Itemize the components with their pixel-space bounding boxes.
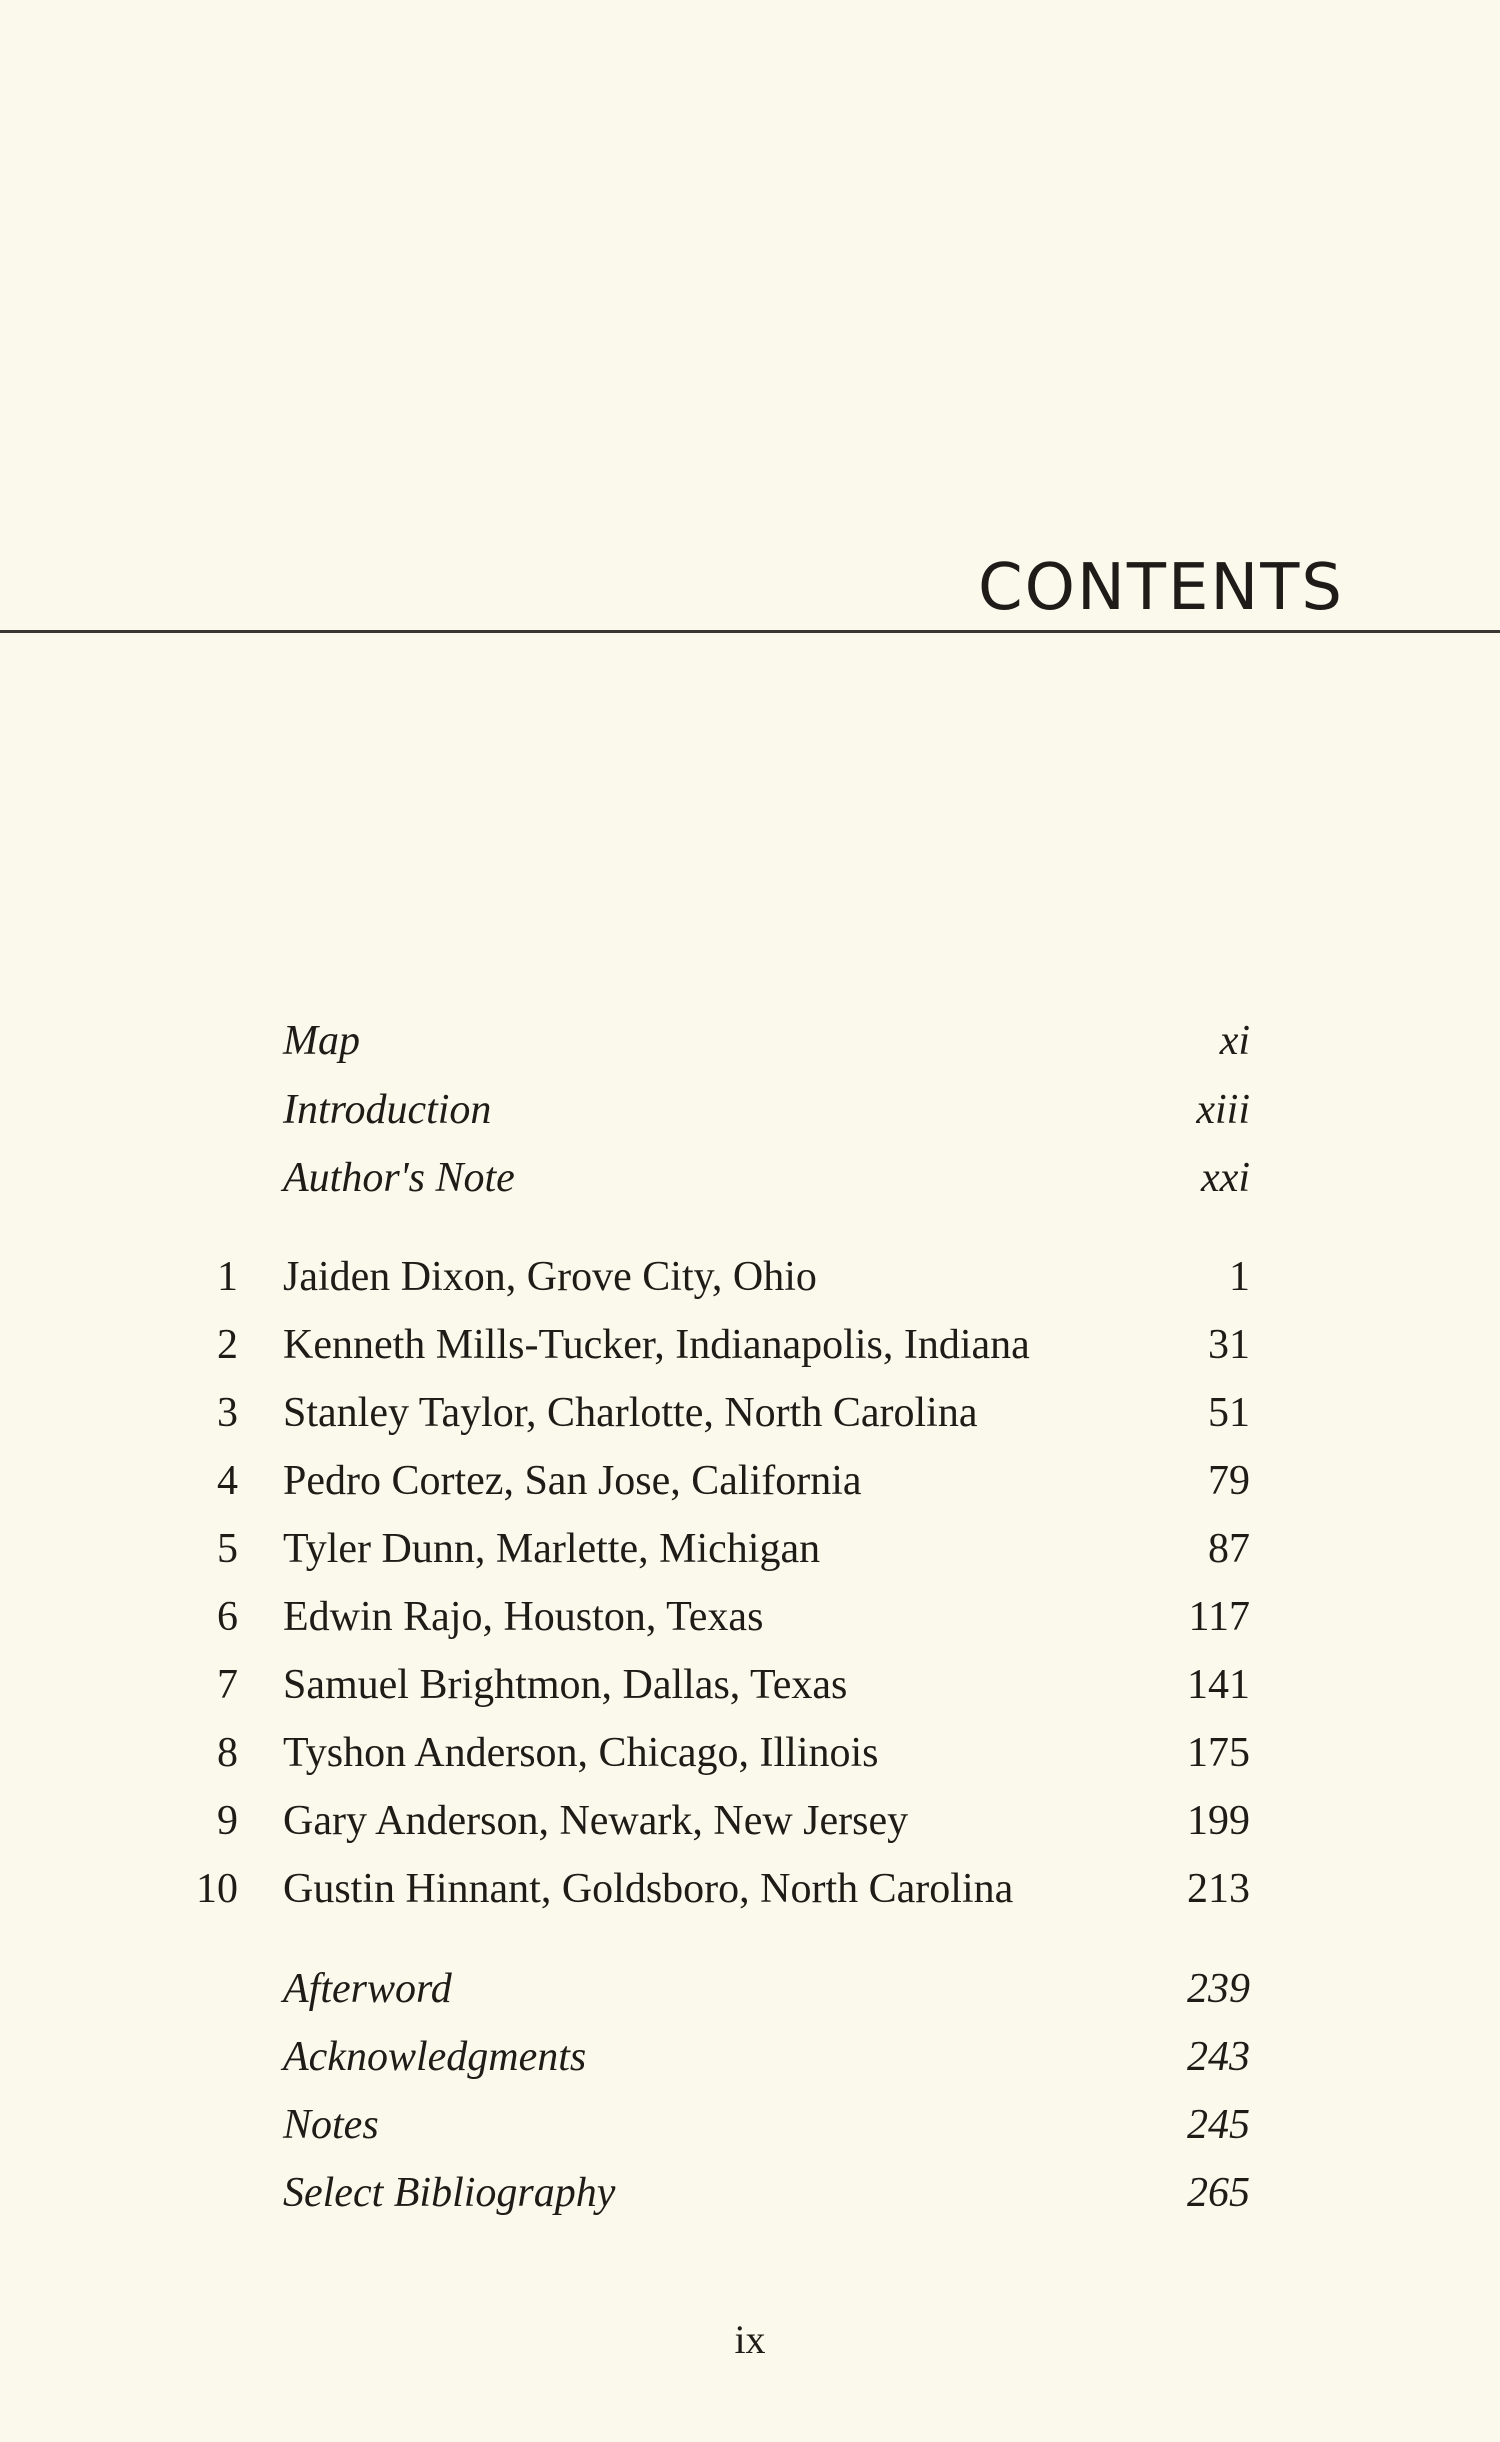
toc-entry-page: 239 [1187, 1966, 1250, 2012]
toc-entry-authors-note [0, 1148, 1500, 1208]
chapter-title: Pedro Cortez, San Jose, California [283, 1458, 862, 1504]
chapter-number: 5 [217, 1526, 238, 1572]
chapter-number: 4 [217, 1458, 238, 1504]
toc-chapter-6 [0, 1587, 1500, 1647]
chapter-title: Jaiden Dixon, Grove City, Ohio [283, 1254, 817, 1300]
title-rule [0, 630, 1500, 633]
chapter-page: 213 [1187, 1866, 1250, 1912]
toc-entry-title: Author's Note [283, 1155, 515, 1201]
chapter-page: 79 [1208, 1458, 1250, 1504]
chapter-title: Gary Anderson, Newark, New Jersey [283, 1798, 909, 1844]
chapter-title: Samuel Brightmon, Dallas, Texas [283, 1662, 848, 1708]
chapter-title: Stanley Taylor, Charlotte, North Carolina [283, 1390, 978, 1436]
chapter-page: 199 [1187, 1798, 1250, 1844]
toc-chapter-9 [0, 1791, 1500, 1851]
chapter-page: 175 [1187, 1730, 1250, 1776]
chapter-number: 8 [217, 1730, 238, 1776]
toc-chapter-7 [0, 1655, 1500, 1715]
toc-chapter-10 [0, 1859, 1500, 1919]
toc-entry-page: xi [1219, 1018, 1250, 1064]
chapter-page: 1 [1229, 1254, 1250, 1300]
toc-entry-map [0, 1011, 1500, 1071]
chapter-title: Kenneth Mills-Tucker, Indianapolis, Indiana [283, 1322, 1030, 1368]
toc-entry-title: Map [283, 1018, 360, 1064]
chapter-number: 9 [217, 1798, 238, 1844]
toc-chapter-1 [0, 1247, 1500, 1307]
chapter-page: 117 [1188, 1594, 1250, 1640]
chapter-number: 3 [217, 1390, 238, 1436]
toc-entry-page: xiii [1196, 1087, 1250, 1133]
toc-chapter-2 [0, 1315, 1500, 1375]
toc-entry-title: Select Bibliography [283, 2170, 616, 2216]
toc-entry-title: Introduction [283, 1087, 492, 1133]
chapter-title: Edwin Rajo, Houston, Texas [283, 1594, 764, 1640]
chapter-number: 1 [217, 1254, 238, 1300]
toc-entry-select-bibliography [0, 2163, 1500, 2223]
chapter-title: Gustin Hinnant, Goldsboro, North Carolina [283, 1866, 1014, 1912]
toc-entry-title: Notes [283, 2102, 379, 2148]
chapter-number: 2 [217, 1322, 238, 1368]
toc-chapter-5 [0, 1519, 1500, 1579]
page-title: CONTENTS [977, 551, 1344, 625]
chapter-number: 10 [196, 1866, 238, 1912]
chapter-title: Tyler Dunn, Marlette, Michigan [283, 1526, 821, 1572]
page-number: ix [734, 2317, 766, 2362]
chapter-title: Tyshon Anderson, Chicago, Illinois [283, 1730, 879, 1776]
chapter-page: 51 [1208, 1390, 1250, 1436]
toc-chapter-3 [0, 1383, 1500, 1443]
toc-entry-page: 245 [1187, 2102, 1250, 2148]
toc-chapter-4 [0, 1451, 1500, 1511]
toc-entry-page: 265 [1187, 2170, 1250, 2216]
toc-entry-title: Acknowledgments [283, 2034, 587, 2080]
chapter-number: 7 [217, 1662, 238, 1708]
toc-chapter-8 [0, 1723, 1500, 1783]
toc-entry-title: Afterword [283, 1966, 452, 2012]
toc-entry-acknowledgments [0, 2027, 1500, 2087]
chapter-page: 87 [1208, 1526, 1250, 1572]
toc-entry-page: xxi [1201, 1155, 1250, 1201]
toc-entry-notes [0, 2095, 1500, 2155]
toc-entry-introduction [0, 1080, 1500, 1140]
toc-entry-page: 243 [1187, 2034, 1250, 2080]
chapter-page: 31 [1208, 1322, 1250, 1368]
chapter-page: 141 [1187, 1662, 1250, 1708]
chapter-number: 6 [217, 1594, 238, 1640]
toc-entry-afterword [0, 1959, 1500, 2019]
